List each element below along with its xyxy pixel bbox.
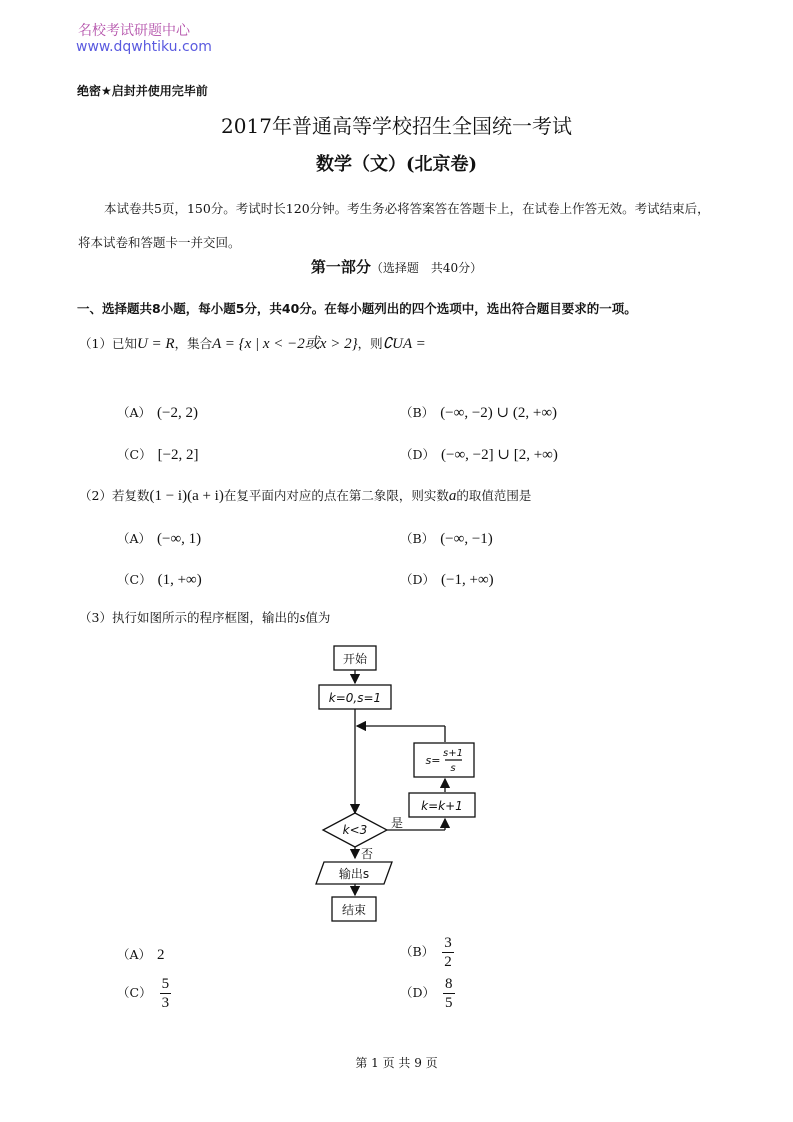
page-footer: 第 1 页 共 9 页: [355, 1056, 438, 1070]
option-label: （D）: [400, 572, 436, 587]
q2-number: （2）若复数: [79, 488, 150, 503]
q3-variable: s: [299, 610, 306, 626]
flow-assign-left: s=: [425, 754, 441, 767]
q3-text-end: 值为: [305, 610, 331, 625]
option-label: （B）: [400, 944, 435, 959]
fraction-denominator: 2: [444, 954, 452, 970]
option-fraction: [443, 975, 455, 1012]
option-label: （B）: [400, 531, 435, 546]
flow-yes-label: 是: [390, 816, 404, 830]
option-label: （D）: [400, 447, 436, 462]
fraction-numerator: 5: [161, 976, 170, 992]
q1-option-a[interactable]: [117, 403, 198, 422]
flow-end-text: 结束: [341, 903, 367, 917]
q1-complement: ∁UA =: [382, 336, 426, 352]
fraction-denominator: 3: [161, 995, 170, 1011]
option-fraction: [442, 934, 454, 971]
option-label: （C）: [117, 985, 152, 1000]
question-1: [79, 332, 426, 353]
q2-text-mid: 在复平面内对应的点在第二象限，则实数: [223, 488, 449, 503]
flow-init-text: k=0,s=1: [328, 691, 382, 705]
q1-number: （1）已知: [79, 336, 137, 351]
watermark-title: 名校考试研题中心: [78, 23, 190, 39]
q3-option-b[interactable]: [400, 934, 454, 971]
option-label: （C）: [117, 447, 152, 462]
option-value: (−∞, −1): [440, 531, 493, 547]
q1-text-end: ，则: [357, 336, 383, 351]
q2-option-c[interactable]: [117, 570, 202, 589]
flow-start-text: 开始: [342, 652, 368, 666]
q1-text-mid: ，集合: [174, 336, 213, 351]
section-heading: 一、选择题共8小题，每小题5分，共40分。在每小题列出的四个选项中，选出符合题目要求的一项。: [77, 301, 637, 316]
flow-incr-text: k=k+1: [421, 799, 463, 813]
exam-instructions: 本试卷共5页，150分。考试时长120分钟。考生务必将答案答在答题卡上，在试卷上作答无效。考试结束后，将本试卷和答题卡一并交回。: [78, 201, 710, 250]
option-value: (−∞, −2] ∪ [2, +∞): [441, 447, 558, 463]
q1-option-b[interactable]: [400, 403, 557, 422]
option-fraction: [160, 975, 172, 1012]
q3-option-d[interactable]: [400, 975, 455, 1012]
exam-title: 2017年普通高等学校招生全国统一考试: [221, 114, 572, 138]
q1-set-a: A = {x | x < −2或x > 2}: [212, 336, 358, 352]
q2-option-a[interactable]: [117, 529, 201, 548]
option-label: （A）: [117, 531, 152, 546]
part-title: 第一部分: [310, 258, 371, 276]
option-label: （A）: [117, 405, 152, 420]
fraction-numerator: 3: [444, 935, 452, 951]
q1-option-c[interactable]: [117, 445, 199, 464]
option-value: [−2, 2]: [157, 447, 199, 463]
watermark-url[interactable]: www.dqwhtiku.com: [76, 39, 212, 55]
option-label: （C）: [117, 572, 152, 587]
flow-cond-text: k<3: [342, 823, 368, 837]
option-value: (−1, +∞): [441, 572, 494, 588]
option-value: 2: [157, 947, 165, 963]
q1-universal-set: U = R: [136, 336, 175, 352]
flowchart: [310, 640, 500, 930]
option-value: (1, +∞): [157, 572, 202, 588]
fraction-denominator: 5: [445, 995, 453, 1011]
exam-subtitle: 数学（文）(北京卷): [315, 154, 478, 175]
q1-option-d[interactable]: [400, 445, 558, 464]
q2-text-end: 的取值范围是: [456, 488, 532, 503]
fraction-numerator: 8: [445, 976, 453, 992]
q3-option-c[interactable]: [117, 975, 171, 1012]
question-3: [79, 608, 330, 627]
q2-expression: (1 − i)(a + i): [149, 488, 224, 504]
option-label: （D）: [400, 985, 436, 1000]
q3-text: （3）执行如图所示的程序框图，输出的: [79, 610, 300, 625]
q2-option-d[interactable]: [400, 570, 494, 589]
flow-output-text: 输出s: [338, 867, 370, 881]
option-value: (−∞, −2) ∪ (2, +∞): [440, 405, 558, 421]
flow-assign-num: s+1: [443, 748, 463, 759]
question-2: [79, 486, 531, 505]
secret-notice: 绝密★启封并使用完毕前: [77, 84, 208, 98]
option-value: (−∞, 1): [157, 531, 202, 547]
flow-assign-den: s: [450, 763, 456, 774]
option-label: （B）: [400, 405, 435, 420]
option-value: (−2, 2): [157, 405, 198, 421]
q2-option-b[interactable]: [400, 529, 493, 548]
part-heading: [0, 256, 793, 277]
flow-no-label: 否: [360, 847, 374, 861]
option-label: （A）: [117, 947, 152, 962]
q3-option-a[interactable]: [117, 945, 165, 964]
q2-variable: a: [448, 488, 457, 504]
part-note: （选择题 共40分）: [370, 261, 483, 275]
